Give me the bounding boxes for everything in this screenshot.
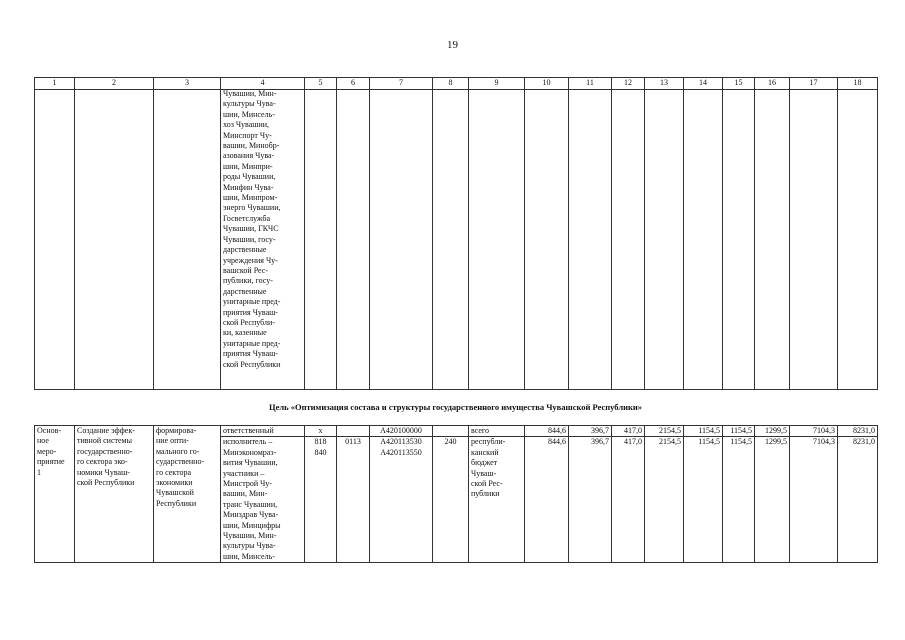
executor-cell: ответственный xyxy=(221,426,305,437)
continuation-table xyxy=(34,89,878,390)
expense-type-cell xyxy=(433,426,469,437)
column-header: 2 xyxy=(75,78,154,90)
executors-cell: Чувашии, Мин- культуры Чува- шии, Минсель- хоз Чувашии, Минспорт Чу- вашии, Минобр- азования Чува- шии, Минпри- роды Чувашии, Минфин Чува- шии, Минпром- энерго Чувашии, Госветслужба Чувашии, ГКЧС Чувашии, госу- дарственные учреждения Чу- вашской Рес- публики, госу- дарственные унитарные пред- приятия Чуваш- ской Республи- ки, казенные унитарные пред- приятия Чуваш- ской Республики xyxy=(221,89,305,390)
column-header: 1 xyxy=(35,78,75,90)
column-header: 13 xyxy=(645,78,684,90)
value-cell: 417,0 xyxy=(612,426,645,437)
value-cell: 1154,5 xyxy=(723,426,755,437)
column-header: 3 xyxy=(154,78,221,90)
value-cell: 7104,3 xyxy=(790,426,838,437)
value-cell: 1299,5 xyxy=(755,437,790,563)
value-cell: 1154,5 xyxy=(684,437,723,563)
funding-source-cell: всего xyxy=(469,426,525,437)
column-header: 15 xyxy=(723,78,755,90)
event-task-cell: формирова- ние опти- мального го- сударственно- го сектора экономики Чувашской Республики xyxy=(154,426,221,563)
target-article-cell: А420113530 А420113550 xyxy=(370,437,433,563)
goal-title: Цель «Оптимизация состава и структуры государственного имущества Чувашской Республики» xyxy=(268,402,643,412)
value-cell: 1154,5 xyxy=(684,426,723,437)
column-header: 18 xyxy=(838,78,878,90)
section-cell: 0113 xyxy=(337,437,370,563)
value-cell: 844,6 xyxy=(525,426,569,437)
expense-type-cell: 240 xyxy=(433,437,469,563)
value-cell: 396,7 xyxy=(569,426,612,437)
value-cell: 396,7 xyxy=(569,437,612,563)
section-cell xyxy=(337,426,370,437)
funding-source-cell: республи- канский бюджет Чуваш- ской Рес- публики xyxy=(469,437,525,563)
column-header: 17 xyxy=(790,78,838,90)
grbs-cell: 818 840 xyxy=(305,437,337,563)
column-header: 8 xyxy=(433,78,469,90)
grbs-cell: x xyxy=(305,426,337,437)
column-header: 16 xyxy=(755,78,790,90)
column-header: 6 xyxy=(337,78,370,90)
value-cell: 7104,3 xyxy=(790,437,838,563)
column-header: 5 xyxy=(305,78,337,90)
value-cell: 2154,5 xyxy=(645,426,684,437)
event-name-cell: Создание эффек- тивной системы государственно- го сектора эко- номики Чуваш- ской Республики xyxy=(75,426,154,563)
page-number: 19 xyxy=(447,39,458,51)
value-cell: 8231,0 xyxy=(838,437,878,563)
target-article-cell: А420100000 xyxy=(370,426,433,437)
column-header: 10 xyxy=(525,78,569,90)
value-cell: 1154,5 xyxy=(723,437,755,563)
column-header: 9 xyxy=(469,78,525,90)
executor-cell: исполнитель – Минэкономраз- вития Чувашии, участники – Минстрой Чу- вашии, Мин- транс Чувашии, Минздрав Чува- шии, Минцифры Чувашии, Мин- культуры Чува- шии, Минсель- xyxy=(221,437,305,563)
table-row xyxy=(35,426,878,437)
column-header: 4 xyxy=(221,78,305,90)
table-row xyxy=(35,89,878,390)
event-table xyxy=(34,425,878,563)
column-header: 14 xyxy=(684,78,723,90)
column-header: 7 xyxy=(370,78,433,90)
event-type-cell: Основ- ное меро- приятие 1 xyxy=(35,426,75,563)
value-cell: 844,6 xyxy=(525,437,569,563)
column-header: 12 xyxy=(612,78,645,90)
column-number-row xyxy=(35,78,878,90)
value-cell: 8231,0 xyxy=(838,426,878,437)
value-cell: 417,0 xyxy=(612,437,645,563)
column-header: 11 xyxy=(569,78,612,90)
value-cell: 2154,5 xyxy=(645,437,684,563)
value-cell: 1299,5 xyxy=(755,426,790,437)
